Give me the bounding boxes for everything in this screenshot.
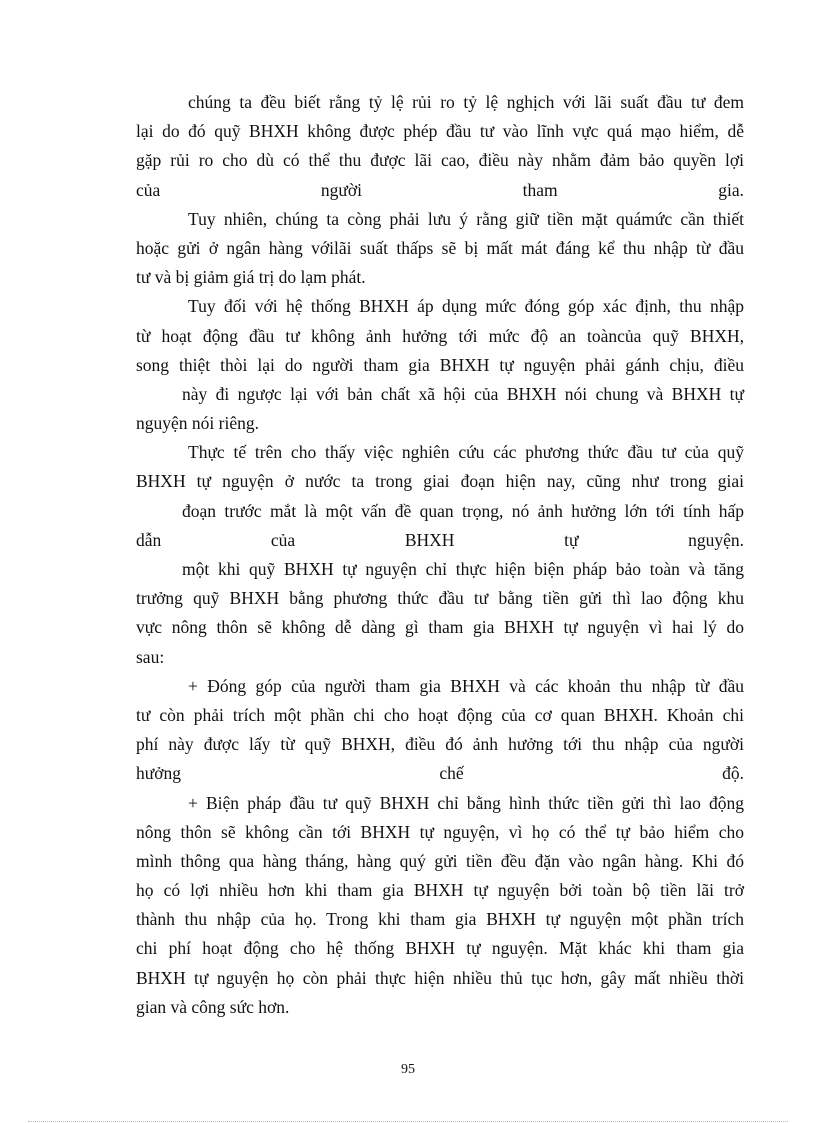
text-line: dẫn của BHXH tự nguyện. (136, 529, 744, 550)
text-line: Tuy nhiên, chúng ta còng phải lưu ý rằng giữ tiền mặt quámức cần thiết (188, 208, 744, 229)
text-line: BHXH tự nguyện ở nước ta trong giai đoạn hiện nay, cũng như trong giai (136, 471, 744, 492)
text-line: tư và bị giảm giá trị do lạm phát. (136, 267, 366, 288)
text-line: đoạn trước mắt là một vấn đề quan trọng, nó ảnh hưởng lớn tới tính hấp (182, 500, 744, 521)
text-line: nông thôn sẽ không cần tới BHXH tự nguyện, vì họ có thể tự bảo hiểm cho (136, 821, 744, 842)
text-line: vực nông thôn sẽ không dễ dàng gì tham gia BHXH tự nguyện vì hai lý do (136, 617, 744, 638)
text-line: gặp rủi ro cho dù có thể thu được lãi cao, điều này nhằm đảm bảo quyền lợi (136, 150, 744, 171)
text-line: chi phí hoạt động cho hệ thống BHXH tự nguyện. Mặt khác khi tham gia (136, 938, 744, 959)
text-line: họ có lợi nhiều hơn khi tham gia BHXH tự nguyện bởi toàn bộ tiền lãi trở (136, 880, 744, 901)
text-line: sau: (136, 646, 165, 667)
text-line: thành thu nhập của họ. Trong khi tham gia BHXH tự nguyện một phần trích (136, 909, 744, 930)
text-line: gian và công sức hơn. (136, 996, 290, 1017)
text-line: mình thông qua hàng tháng, hàng quý gửi tiền đều đặn vào ngân hàng. Khi đó (136, 850, 744, 871)
text-line: Thực tế trên cho thấy việc nghiên cứu các phương thức đầu tư của quỹ (188, 442, 744, 463)
text-line: song thiệt thòi lại do người tham gia BHXH tự nguyện phải gánh chịu, điều (136, 354, 744, 375)
text-line: của người tham gia. (136, 179, 744, 200)
text-line: + Biện pháp đầu tư quỹ BHXH chỉ bằng hình thức tiền gửi thì lao động (188, 792, 744, 813)
text-line: tư còn phải trích một phần chi cho hoạt động của cơ quan BHXH. Khoản chi (136, 704, 744, 725)
text-line: phí này được lấy từ quỹ BHXH, điều đó ảnh hưởng tới thu nhập của người (136, 734, 744, 755)
text-line: trưởng quỹ BHXH bằng phương thức đầu tư bằng tiền gửi thì lao động khu (136, 588, 744, 609)
text-line: từ hoạt động đầu tư không ảnh hưởng tới mức độ an toàncủa quỹ BHXH, (136, 325, 744, 346)
text-line: nguyện nói riêng. (136, 413, 259, 434)
text-line: hưởng chế độ. (136, 763, 744, 784)
text-line: lại do đó quỹ BHXH không được phép đầu tư vào lĩnh vực quá mạo hiểm, dễ (136, 121, 744, 142)
text-line: Tuy đối với hệ thống BHXH áp dụng mức đóng góp xác định, thu nhập (188, 296, 744, 317)
text-line: BHXH tự nguyện họ còn phải thực hiện nhiều thủ tục hơn, gây mất nhiều thời (136, 967, 744, 988)
footer-divider (28, 1121, 788, 1122)
text-line: này đi ngược lại với bản chất xã hội của BHXH nói chung và BHXH tự (182, 383, 744, 404)
text-line: một khi quỹ BHXH tự nguyện chỉ thực hiện biện pháp bảo toàn và tăng (182, 559, 744, 579)
body-text (136, 88, 744, 1022)
text-line: + Đóng góp của người tham gia BHXH và các khoản thu nhập từ đầu (188, 675, 744, 696)
text-line: chúng ta đều biết rằng tỷ lệ rủi ro tỷ lệ nghịch với lãi suất đầu tư đem (188, 92, 744, 112)
text-line: hoặc gửi ở ngân hàng vớilãi suất thấps sẽ bị mất mát đáng kể thu nhập từ đầu (136, 237, 744, 258)
page-number: 95 (401, 1062, 415, 1077)
